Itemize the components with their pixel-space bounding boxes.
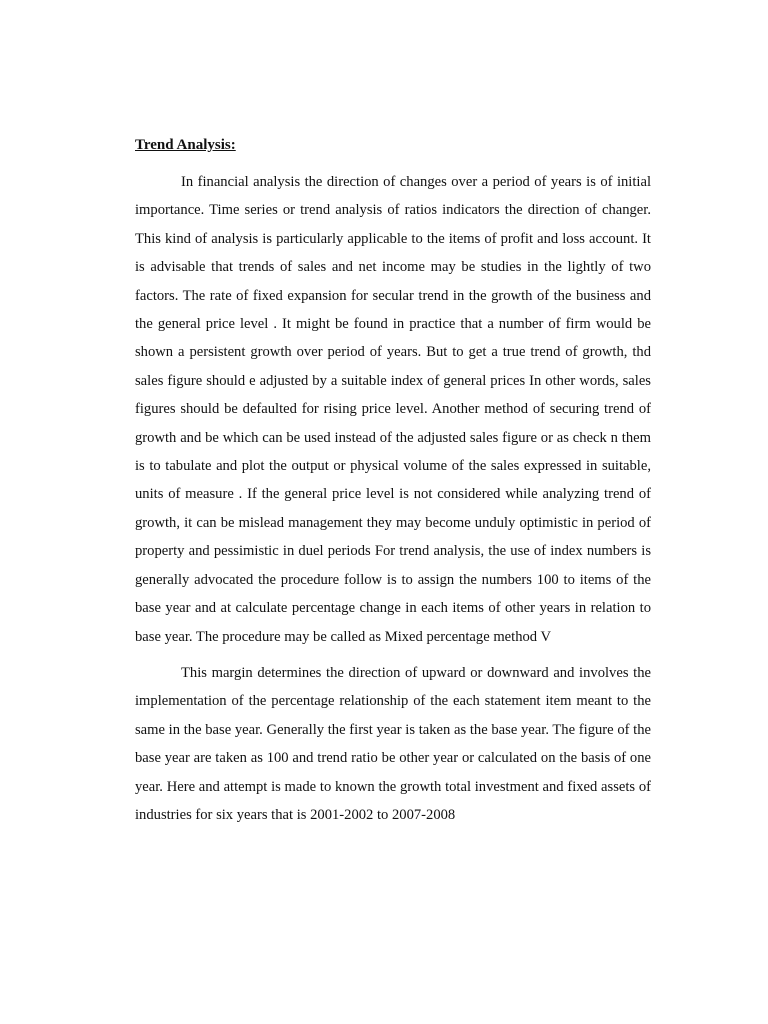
section-heading: Trend Analysis:: [135, 137, 236, 153]
paragraph-2: This margin determines the direction of upward or downward and involves the implementation of the percentage relationship of the each statement item meant to the same in the base year. Generally the first year is taken as the base year. The figure of the base year are taken as 100 and trend ratio be other year or calculated on the basis of one year. Here and attempt is made to known the growth total investment and fixed assets of industries for six years that is 2001-2002 to 2007-2008: [135, 664, 651, 823]
paragraph-1: In financial analysis the direction of changes over a period of years is of initial importance. Time series or trend analysis of ratios indicators the direction of changer. This kind of analysis is particularly applicable to the items of profit and loss account. It is advisable that trends of sales and net income may be studies in the lightly of two factors. The rate of fixed expansion for secular trend in the growth of the business and the general price level . It might be found in practice that a number of firm would be shown a persistent growth over period of years. But to get a true trend of growth, thd sales figure should e adjusted by a suitable index of general prices In other words, sales figures should be defaulted for rising price level. Another method of securing trend of growth and be which can be used instead of the adjusted sales figure or as check n them is to tabulate and plot the output or physical volume of the sales expressed in suitable, units of measure . If the general price level is not considered while analyzing trend of growth, it can be mislead management they may become unduly optimistic in period of property and pessimistic in duel periods For trend analysis, the use of index numbers is generally advocated the procedure follow is to assign the numbers 100 to items of the base year and at calculate percentage change in each items of other years in relation to base year. The procedure may be called as Mixed percentage method V: [135, 174, 651, 645]
page-content: [135, 134, 651, 829]
